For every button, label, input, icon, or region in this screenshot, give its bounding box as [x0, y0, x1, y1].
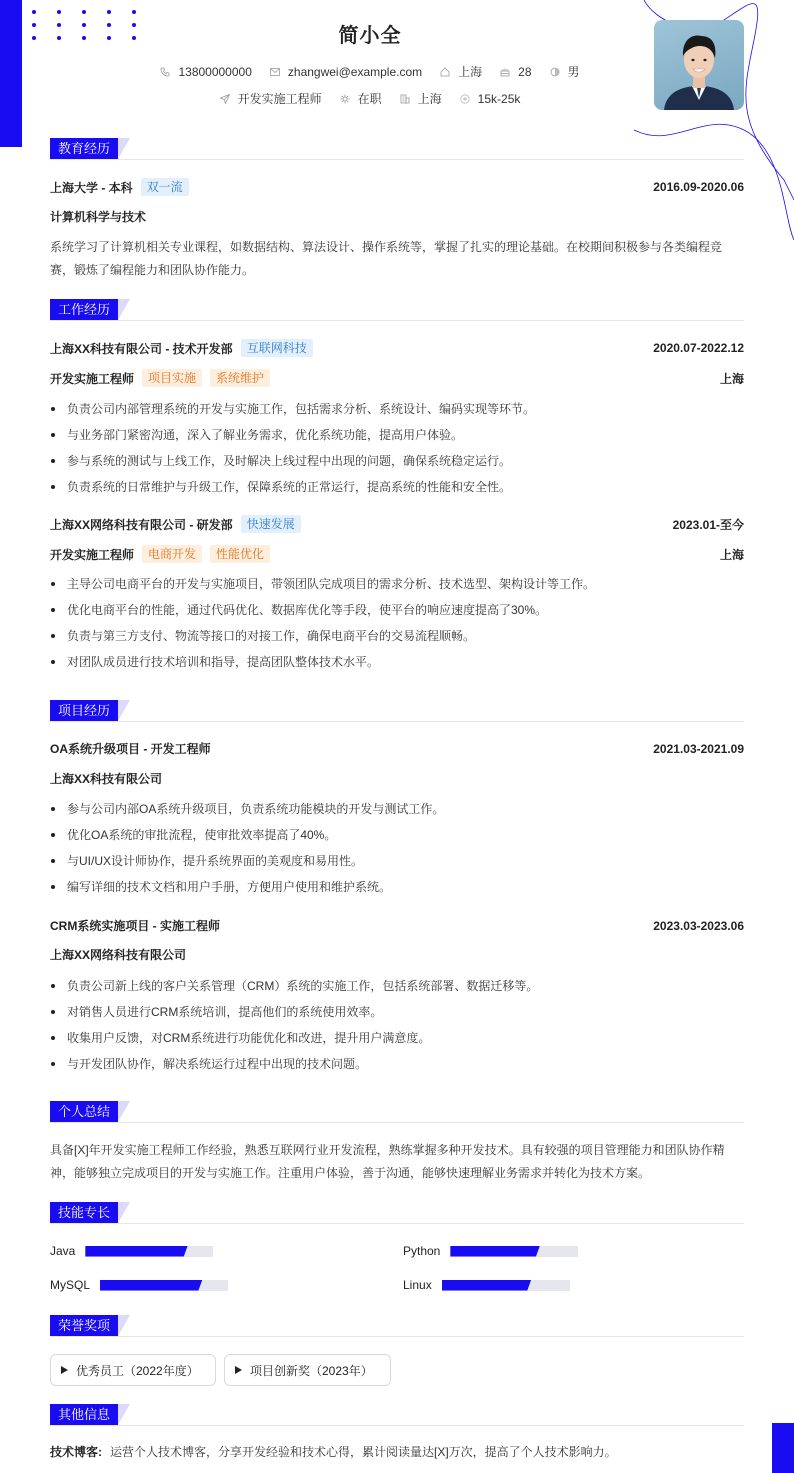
skill-bar — [442, 1280, 570, 1291]
education-date: 2016.09-2020.06 — [653, 180, 744, 194]
skill-bar — [85, 1246, 213, 1257]
target-city-info — [400, 90, 442, 107]
work-role-row — [50, 545, 744, 563]
salary-info — [460, 92, 521, 106]
project-header — [50, 917, 744, 934]
work-duties — [50, 396, 744, 500]
project-company-row — [50, 770, 744, 787]
mail-icon — [270, 67, 280, 77]
work-role: 开发实施工程师 — [50, 371, 135, 386]
home-icon — [440, 67, 450, 77]
education-major: 计算机科学与技术 — [50, 210, 147, 224]
status-info — [340, 90, 382, 107]
salary-icon — [460, 94, 470, 104]
gender-icon — [550, 67, 560, 77]
summary-text: 具备[X]年开发实施工程师工作经验，熟悉互联网行业开发流程，熟练掌握多种开发技术。具有较强的项目管理能力和团队协作精神，能够独立完成项目的开发与实施工作。注重用户体验，善于沟通，能够快速理解业务需求并转化为技术方案。 — [50, 1143, 725, 1180]
skill-name: Linux — [403, 1278, 432, 1292]
list-item: 与UI/UX设计师协作，提升系统界面的美观度和易用性。 — [50, 848, 744, 874]
section-title: 个人总结 — [50, 1101, 118, 1122]
project-header — [50, 740, 744, 757]
skill-name: Java — [50, 1244, 76, 1258]
award-item — [50, 1354, 216, 1386]
right-accent-bar — [772, 1423, 794, 1473]
list-item: 与业务部门紧密沟通，深入了解业务需求，优化系统功能，提高用户体验。 — [50, 422, 744, 448]
section-title: 技能专长 — [50, 1202, 118, 1223]
list-item: 对销售人员进行CRM系统培训，提高他们的系统使用效率。 — [50, 999, 744, 1025]
skill-bar — [450, 1246, 578, 1257]
skill-tag: 电商开发 — [142, 545, 202, 563]
list-item: 与开发团队协作，解决系统运行过程中出现的技术问题。 — [50, 1051, 744, 1077]
skill-python — [403, 1244, 578, 1258]
award-label: 项目创新奖（2023年） — [250, 1363, 373, 1378]
gender-value: 男 — [567, 65, 580, 79]
list-item: 对团队成员进行技术培训和指导，提高团队整体技术水平。 — [50, 649, 744, 675]
age-value: 28 — [518, 64, 532, 79]
work-city: 上海 — [719, 371, 744, 386]
position-value: 开发实施工程师 — [237, 92, 322, 106]
section-awards — [50, 1315, 744, 1337]
avatar-portrait — [654, 20, 744, 110]
skill-name: MySQL — [50, 1278, 91, 1292]
section-summary — [50, 1101, 744, 1123]
section-work — [50, 299, 744, 321]
location-info — [440, 63, 482, 80]
skill-bar-fill — [442, 1280, 532, 1291]
triangle-right-icon — [235, 1366, 242, 1374]
project-company: 上海XX网络科技有限公司 — [50, 948, 187, 962]
skill-bar — [100, 1280, 228, 1291]
list-item: 参与系统的测试与上线工作，及时解决上线过程中出现的问题，确保系统稳定运行。 — [50, 448, 744, 474]
status-value: 在职 — [357, 92, 382, 106]
school-tag: 双一流 — [141, 178, 189, 196]
skill-bar-fill — [85, 1246, 187, 1257]
skill-tag: 系统维护 — [210, 369, 270, 387]
phone-info — [160, 65, 251, 79]
project-duties — [50, 973, 744, 1077]
work-date: 2020.07-2022.12 — [653, 341, 744, 355]
section-title: 工作经历 — [50, 299, 118, 320]
phone-icon — [160, 67, 170, 77]
section-skills — [50, 1202, 744, 1224]
list-item: 优化电商平台的性能，通过代码优化、数据库优化等手段，使平台的响应速度提高了30%。 — [50, 597, 744, 623]
gender-info — [550, 63, 580, 80]
skill-tag: 性能优化 — [210, 545, 270, 563]
company-tag: 互联网科技 — [241, 339, 313, 357]
other-text: 运营个人技术博客，分享开发经验和技术心得，累计阅读量达[X]万次，提高了个人技术影响力。 — [110, 1445, 617, 1459]
skill-java — [50, 1244, 213, 1258]
phone-value: 13800000000 — [178, 64, 252, 79]
skill-bar-fill — [450, 1246, 540, 1257]
education-description: 系统学习了计算机相关专业课程，如数据结构、算法设计、操作系统等，掌握了扎实的理论基础。在校期间积极参与各类编程竞赛，锻炼了编程能力和团队协作能力。 — [50, 240, 723, 277]
list-item: 优化OA系统的审批流程，使审批效率提高了40%。 — [50, 822, 744, 848]
age-info — [500, 65, 531, 79]
project-company-row — [50, 946, 744, 963]
target-city-value: 上海 — [417, 92, 442, 106]
section-title: 荣誉奖项 — [50, 1315, 118, 1336]
project-title: OA系统升级项目 - 开发工程师 — [50, 742, 211, 756]
salary-value: 15k-25k — [477, 91, 521, 106]
work-date: 2023.01-至今 — [672, 517, 744, 532]
section-title: 其他信息 — [50, 1404, 118, 1425]
list-item: 负责系统的日常维护与升级工作，保障系统的正常运行，提高系统的性能和安全性。 — [50, 474, 744, 500]
email-value: zhangwei@example.com — [287, 64, 423, 79]
section-title: 教育经历 — [50, 138, 118, 159]
school-name: 上海大学 - 本科 — [50, 180, 133, 195]
award-label: 优秀员工（2022年度） — [76, 1363, 199, 1378]
other-info — [50, 1443, 744, 1460]
list-item: 负责公司新上线的客户关系管理（CRM）系统的实施工作，包括系统部署、数据迁移等。 — [50, 973, 744, 999]
candidate-name: 简小全 — [338, 25, 402, 47]
skill-tag: 项目实施 — [142, 369, 202, 387]
section-project — [50, 700, 744, 722]
skill-name: Python — [403, 1244, 441, 1258]
project-title: CRM系统实施项目 - 实施工程师 — [50, 919, 220, 933]
intention-row — [0, 90, 740, 107]
contact-row — [0, 63, 740, 80]
position-info — [220, 90, 322, 107]
location-value: 上海 — [458, 65, 483, 79]
education-major-row — [50, 208, 744, 225]
skill-mysql — [50, 1278, 228, 1292]
work-header — [50, 515, 744, 533]
list-item: 负责公司内部管理系统的开发与实施工作，包括需求分析、系统设计、编码实现等环节。 — [50, 396, 744, 422]
work-role-row — [50, 369, 744, 387]
skill-linux — [403, 1278, 570, 1292]
section-other — [50, 1404, 744, 1426]
work-duties — [50, 571, 744, 675]
section-education — [50, 138, 744, 160]
work-city: 上海 — [719, 547, 744, 562]
list-item: 负责与第三方支付、物流等接口的对接工作，确保电商平台的交易流程顺畅。 — [50, 623, 744, 649]
work-header — [50, 339, 744, 357]
list-item: 收集用户反馈，对CRM系统进行功能优化和改进，提升用户满意度。 — [50, 1025, 744, 1051]
list-item: 参与公司内部OA系统升级项目，负责系统功能模块的开发与测试工作。 — [50, 796, 744, 822]
send-icon — [220, 94, 230, 104]
status-icon — [340, 94, 350, 104]
list-item: 主导公司电商平台的开发与实施项目，带领团队完成项目的需求分析、技术选型、架构设计等工作。 — [50, 571, 744, 597]
list-item: 编写详细的技术文档和用户手册，方便用户使用和维护系统。 — [50, 874, 744, 900]
other-label: 技术博客: — [50, 1445, 102, 1459]
company-name: 上海XX网络科技有限公司 - 研发部 — [50, 517, 233, 532]
project-date: 2023.03-2023.06 — [653, 918, 744, 933]
education-header — [50, 178, 744, 196]
skill-bar-fill — [100, 1280, 202, 1291]
work-role: 开发实施工程师 — [50, 547, 135, 562]
project-company: 上海XX科技有限公司 — [50, 772, 163, 786]
project-date: 2021.03-2021.09 — [653, 741, 744, 756]
award-item — [224, 1354, 391, 1386]
company-name: 上海XX科技有限公司 - 技术开发部 — [50, 341, 233, 356]
triangle-right-icon — [61, 1366, 68, 1374]
project-duties — [50, 796, 744, 900]
avatar — [654, 20, 744, 110]
building-icon — [400, 94, 410, 104]
section-title: 项目经历 — [50, 700, 118, 721]
company-tag: 快速发展 — [241, 515, 301, 533]
email-info — [270, 65, 422, 79]
age-icon — [500, 67, 510, 77]
